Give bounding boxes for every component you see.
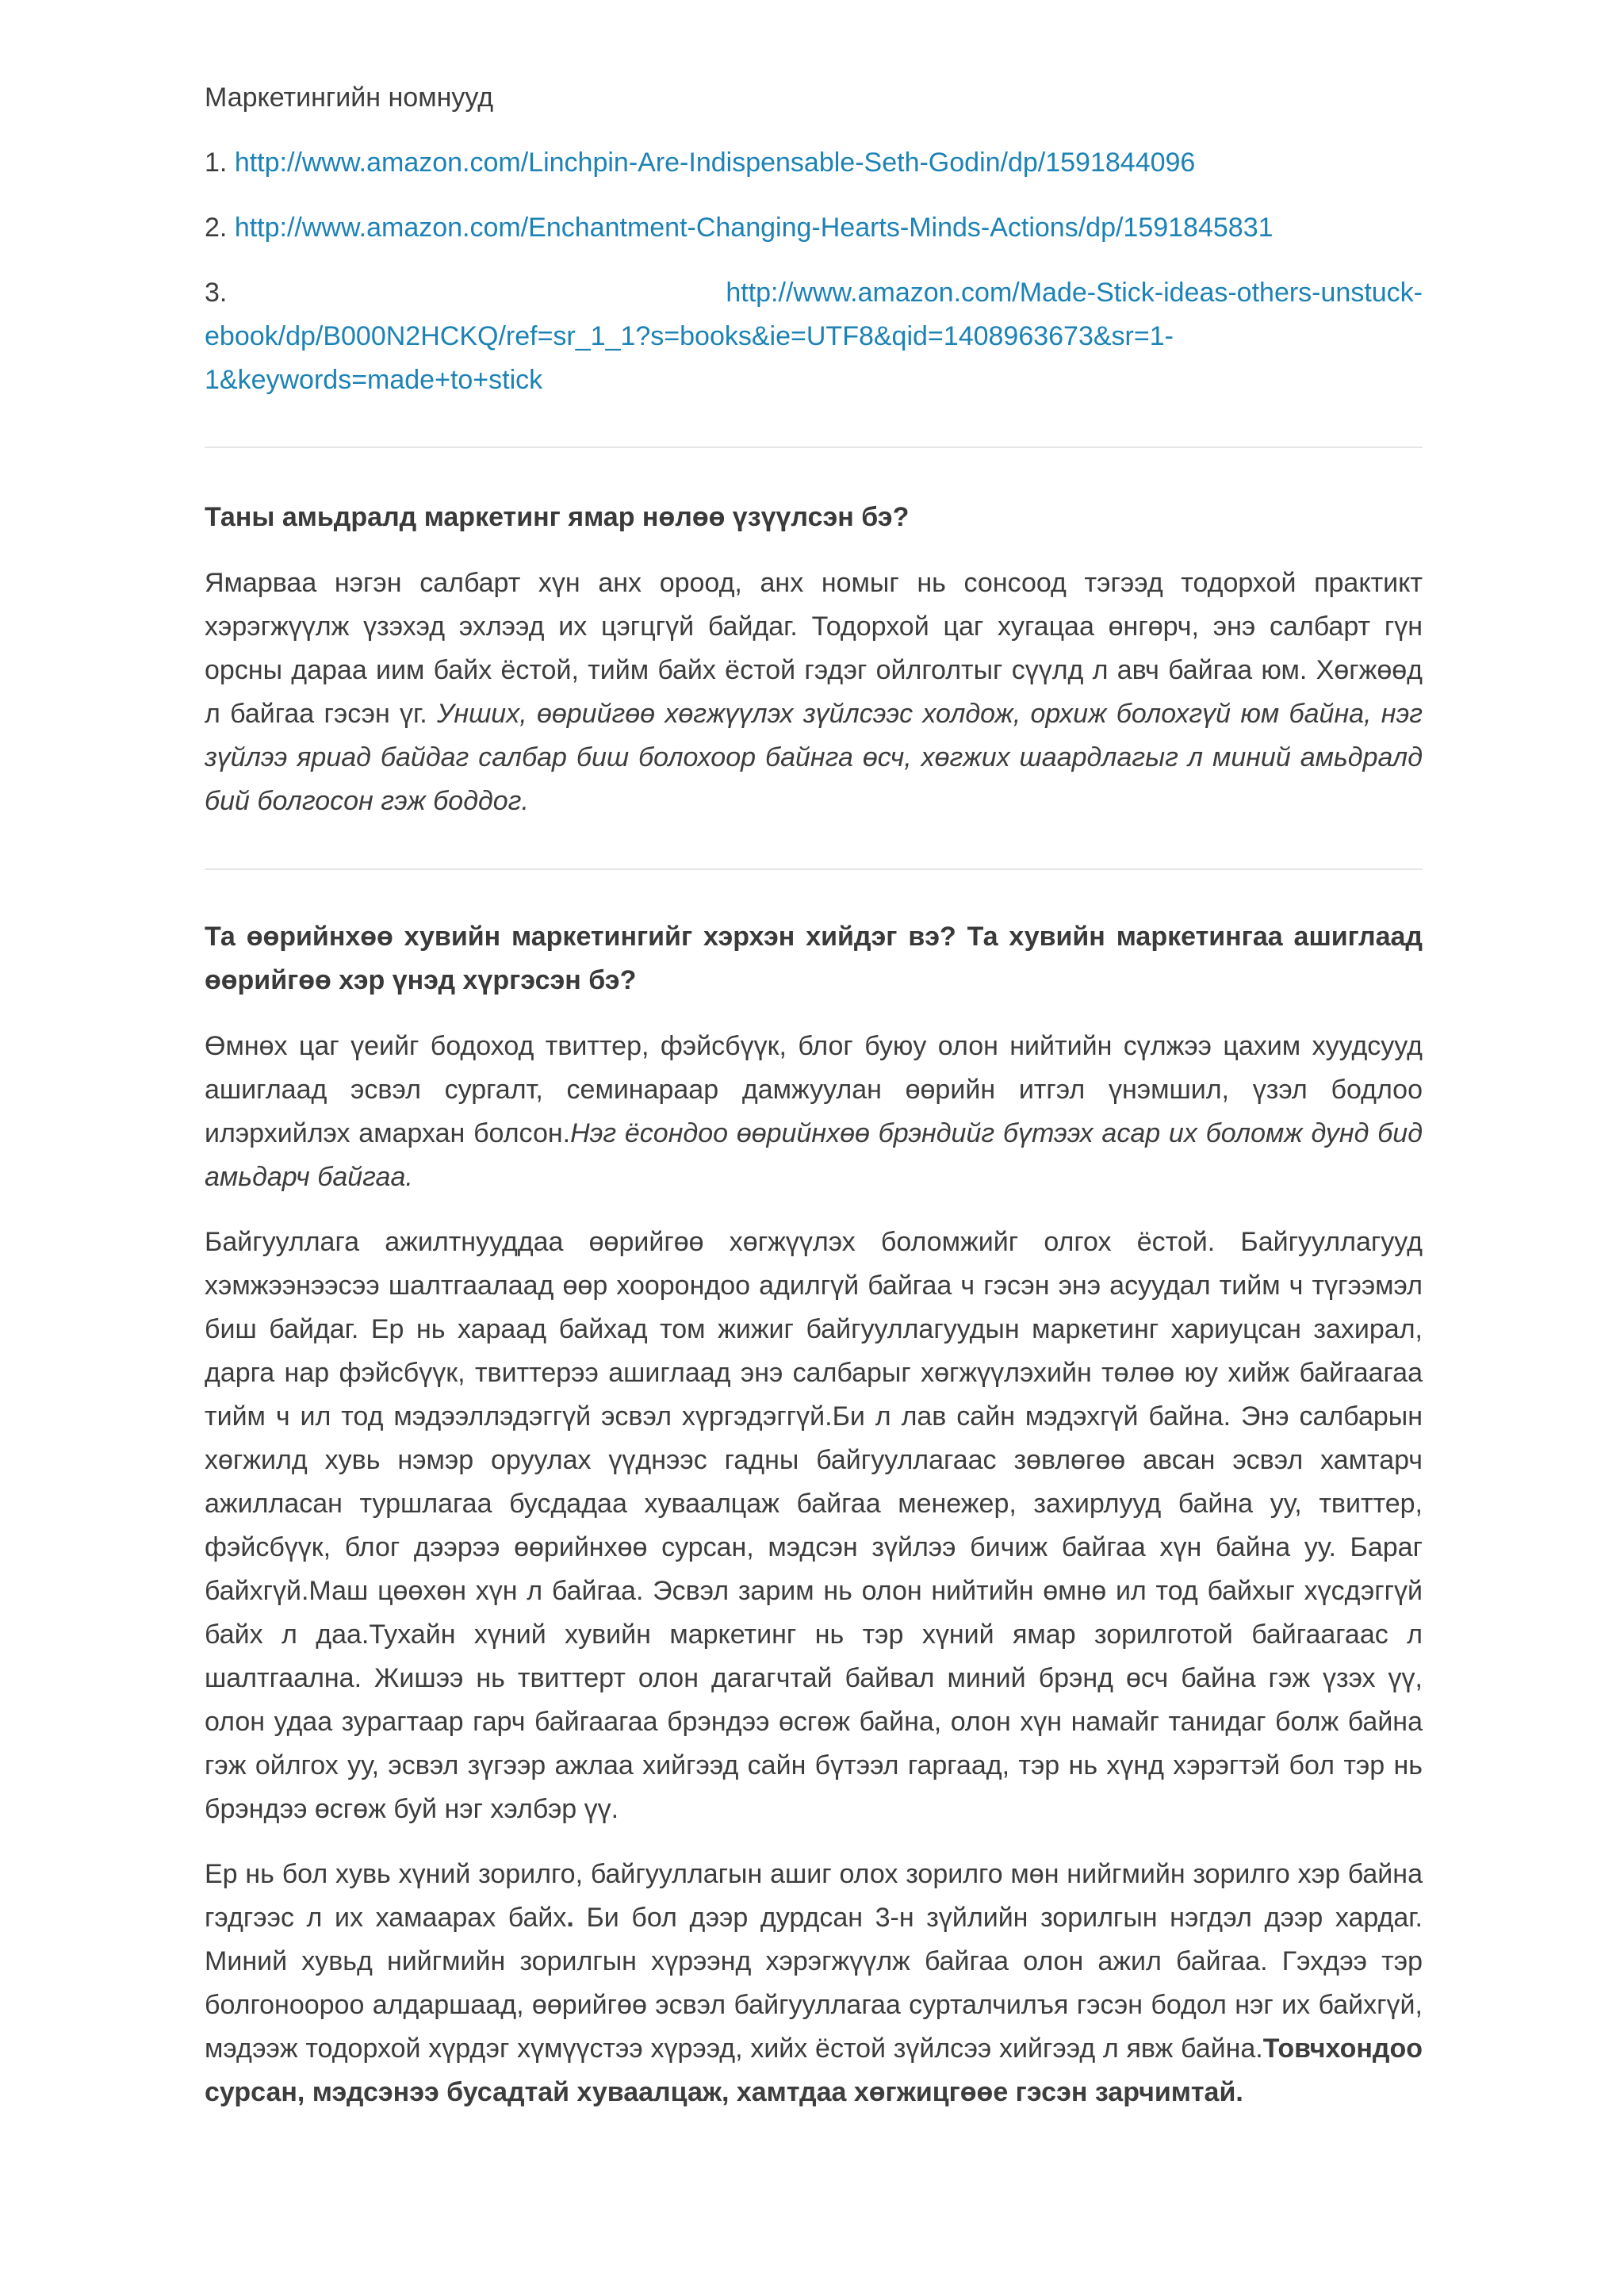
answer-1-text: Ямарваа нэгэн салбарт хүн анх ороод, анх номыг нь сонсоод тэгээд тодорхой практикт хэрэгжүүлж үзэхэд эхлээд их цэгцгүй байдаг. Тодорхой цаг хугацаа өнгөрч, энэ салбарт гүн орсны дараа иим байх ёстой, тийм байх ёстой гэдэг ойлголтыг сүүлд л авч байгаа юм. Хөгжөөд л байгаа гэсэн үг. — [205, 568, 1423, 729]
list-number: 3. — [205, 278, 228, 308]
book-link-3-part-2[interactable]: ebook/dp/B000N2HCKQ/ref=sr_1_1?s=books&ie=UTF8&qid=1408963673&sr=1- — [205, 321, 1174, 351]
answer-1 — [205, 562, 1423, 823]
book-link-2[interactable]: http://www.amazon.com/Enchantment-Changing-Hearts-Minds-Actions/dp/1591845831 — [234, 213, 1274, 243]
answer-2-p3-bold-dot: . — [566, 1903, 574, 1933]
list-number: 1. — [205, 148, 228, 178]
book-link-list — [205, 141, 1423, 402]
book-link-3-part-3[interactable]: 1&keywords=made+to+stick — [205, 365, 543, 395]
question-2: Та өөрийнхөө хувийн маркетингийг хэрхэн хийдэг вэ? Та хувийн маркетингаа ашиглаад өөрийгөө хэр үнэд хүргэсэн бэ? — [205, 922, 1423, 995]
divider — [205, 868, 1423, 870]
answer-1-italic: Унших, өөрийгөө хөгжүүлэх зүйлсээс холдож, орхиж болохгүй юм байна, нэг зүйлээ яриад байдаг салбар биш болохоор байнга өсч, хөгжих шаардлагыг л миний амьдралд бий болгосон гэж боддог. — [205, 699, 1423, 816]
answer-2-p3-text: Ер нь бол хувь хүний зорилго, байгууллагын ашиг олох зорилго мөн нийгмийн зорилго хэр байна гэдгээс л их хамаарах байх — [205, 1859, 1423, 1933]
answer-2-paragraph-1 — [205, 1025, 1423, 1199]
answer-2-p1-italic: Нэг ёсондоо өөрийнхөө брэндийг бүтээх асар их боломж дунд бид амьдарч байгаа. — [205, 1118, 1423, 1192]
book-link-3-line-2 — [205, 315, 1423, 358]
document-page — [205, 76, 1423, 2114]
answer-2-paragraph-3 — [205, 1853, 1423, 2114]
book-link-3-line-3 — [205, 358, 1423, 402]
book-link-item-1 — [205, 141, 1423, 185]
book-link-item-3 — [205, 271, 1423, 402]
answer-2-paragraph-2: Байгууллага ажилтнууддаа өөрийгөө хөгжүүлэх боломжийг олгох ёстой. Байгууллагууд хэмжээнээсээ шалтгаалаад өөр хоорондоо адилгүй байгаа ч гэсэн энэ асуудал тийм ч түгээмэл биш байдаг. Ер нь хараад байхад том жижиг байгууллагуудын маркетинг хариуцсан захирал, дарга нар фэйсбүүк, твиттерээ ашиглаад энэ салбарыг хөгжүүлэхийн төлөө юу хийж байгаагаа тийм ч ил тод мэдээллэдэггүй эсвэл хүргэдэггүй.Би л лав сайн мэдэхгүй байна. Энэ салбарын хөгжилд хувь нэмэр оруулах үүднээс гадны байгууллагаас зөвлөгөө авсан эсвэл хамтарч ажилласан туршлагаа бусдадаа хуваалцаж байгаа менежер, захирлууд байна уу, твиттер, фэйсбүүк, блог дээрээ өөрийнхөө сурсан, мэдсэн зүйлээ бичиж байгаа хүн байна уу. Бараг байхгүй.Маш цөөхөн хүн л байгаа. Эсвэл зарим нь олон нийтийн өмнө ил тод байхыг хүсдэггүй байх л даа.Тухайн хүний хувийн маркетинг нь тэр хүний ямар зорилготой байгаагаас л шалтгаална. Жишээ нь твиттерт олон дагагчтай байвал миний брэнд өсч байна гэж үзэх үү, олон удаа зурагтаар гарч байгаагаа брэндээ өсгөж байна, олон хүн намайг танидаг болж байна гэж ойлгох уу, эсвэл зүгээр ажлаа хийгээд сайн бүтээл гаргаад, тэр нь хүнд хэрэгтэй бол тэр нь брэндээ өсгөж буй нэг хэлбэр үү. — [205, 1227, 1423, 1824]
book-link-3-line-1 — [205, 271, 1423, 315]
answer-2-p3-bold: Товчхондоо сурсан, мэдсэнээ бусадтай хуваалцаж, хамтдаа хөгжицгөөе гэсэн зарчимтай. — [205, 2033, 1423, 2107]
books-heading: Маркетингийн номнууд — [205, 82, 494, 113]
answer-2-p3-text-2: Би бол дээр дурдсан 3-н зүйлийн зорилгын нэгдэл дээр хардаг. Миний хувьд нийгмийн зорилгын хүрээнд хэрэгжүүлж байгаа олон ажил байгаа. Гэхдээ тэр болгоноороо алдаршаад, өөрийгөө эсвэл байгууллагаа сурталчилъя гэсэн бодол нэг их байхгүй, мэдээж тодорхой хүрдэг хүмүүстээ хүрээд, хийх ёстой зүйлсээ хийгээд л явж байна. — [205, 1903, 1423, 2064]
answer-2-p1-text: Өмнөх цаг үеийг бодоход твиттер, фэйсбүүк, блог буюу олон нийтийн сүлжээ цахим хуудсууд ашиглаад эсвэл сургалт, семинараар дамжуулан өөрийн итгэл үнэмшил, үзэл бодлоо илэрхийлэх амархан болсон. — [205, 1031, 1423, 1148]
book-link-1[interactable]: http://www.amazon.com/Linchpin-Are-Indispensable-Seth-Godin/dp/1591844096 — [234, 148, 1196, 178]
book-link-item-2 — [205, 206, 1423, 250]
divider — [205, 447, 1423, 448]
question-1: Таны амьдралд маркетинг ямар нөлөө үзүүлсэн бэ? — [205, 502, 910, 532]
list-number: 2. — [205, 213, 228, 243]
book-link-3-part-1[interactable]: http://www.amazon.com/Made-Stick-ideas-others-unstuck- — [726, 278, 1423, 308]
